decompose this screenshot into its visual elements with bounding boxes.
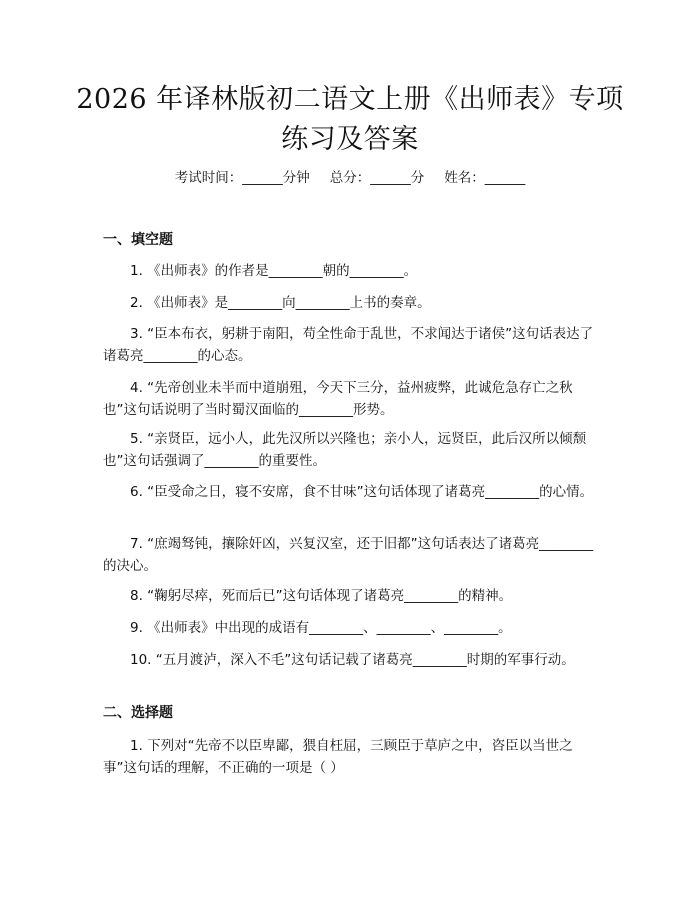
question-item: 4. “先帝创业未半而中道崩殂，今天下三分，益州疲弊，此诚危急存亡之秋也”这句话说明了当时蜀汉面临的________形势。 <box>103 380 573 418</box>
question-item: 2. 《出师表》是________向________上书的奏章。 <box>130 295 431 311</box>
question-item: 8. “鞠躬尽瘁，死而后已”这句话体现了诸葛亮________的精神。 <box>130 588 513 604</box>
section-heading-multiple-choice: 二、选择题 <box>103 705 173 721</box>
exam-info-row <box>0 168 700 188</box>
document-title-line-1: 2026 年译林版初二语文上册《出师表》专项 <box>76 84 624 115</box>
document-title-line-2: 练习及答案 <box>281 124 419 155</box>
question-item: 7. “庶竭驽钝，攘除奸凶，兴复汉室，还于旧都”这句话表达了诸葛亮________的决心。 <box>103 536 594 574</box>
question-item: 10. “五月渡泸，深入不毛”这句话记载了诸葛亮________时期的军事行动。 <box>130 652 575 668</box>
question-item: 5. “亲贤臣，远小人，此先汉所以兴隆也；亲小人，远贤臣，此后汉所以倾颓也”这句话强调了________的重要性。 <box>103 431 587 469</box>
question-item: 1. 下列对“先帝不以臣卑鄙，猥自枉屈，三顾臣于草庐之中，咨臣以当世之事”这句话的理解，不正确的一项是（ ） <box>103 738 573 776</box>
question-item: 3. “臣本布衣，躬耕于南阳，苟全性命于乱世，不求闻达于诸侯”这句话表达了诸葛亮________的心态。 <box>103 326 594 364</box>
section-heading-fill-in: 一、填空题 <box>103 232 173 248</box>
total-score-field: 总分：______分 <box>329 170 425 186</box>
exam-time-field: 考试时间：______分钟 <box>174 170 310 186</box>
question-item: 9. 《出师表》中出现的成语有________、________、________。 <box>130 620 512 636</box>
question-item: 1. 《出师表》的作者是________朝的________。 <box>130 263 418 279</box>
student-name-field: 姓名：______ <box>444 170 526 186</box>
question-item: 6. “臣受命之日，寝不安席，食不甘味”这句话体现了诸葛亮________的心情。 <box>130 484 594 500</box>
